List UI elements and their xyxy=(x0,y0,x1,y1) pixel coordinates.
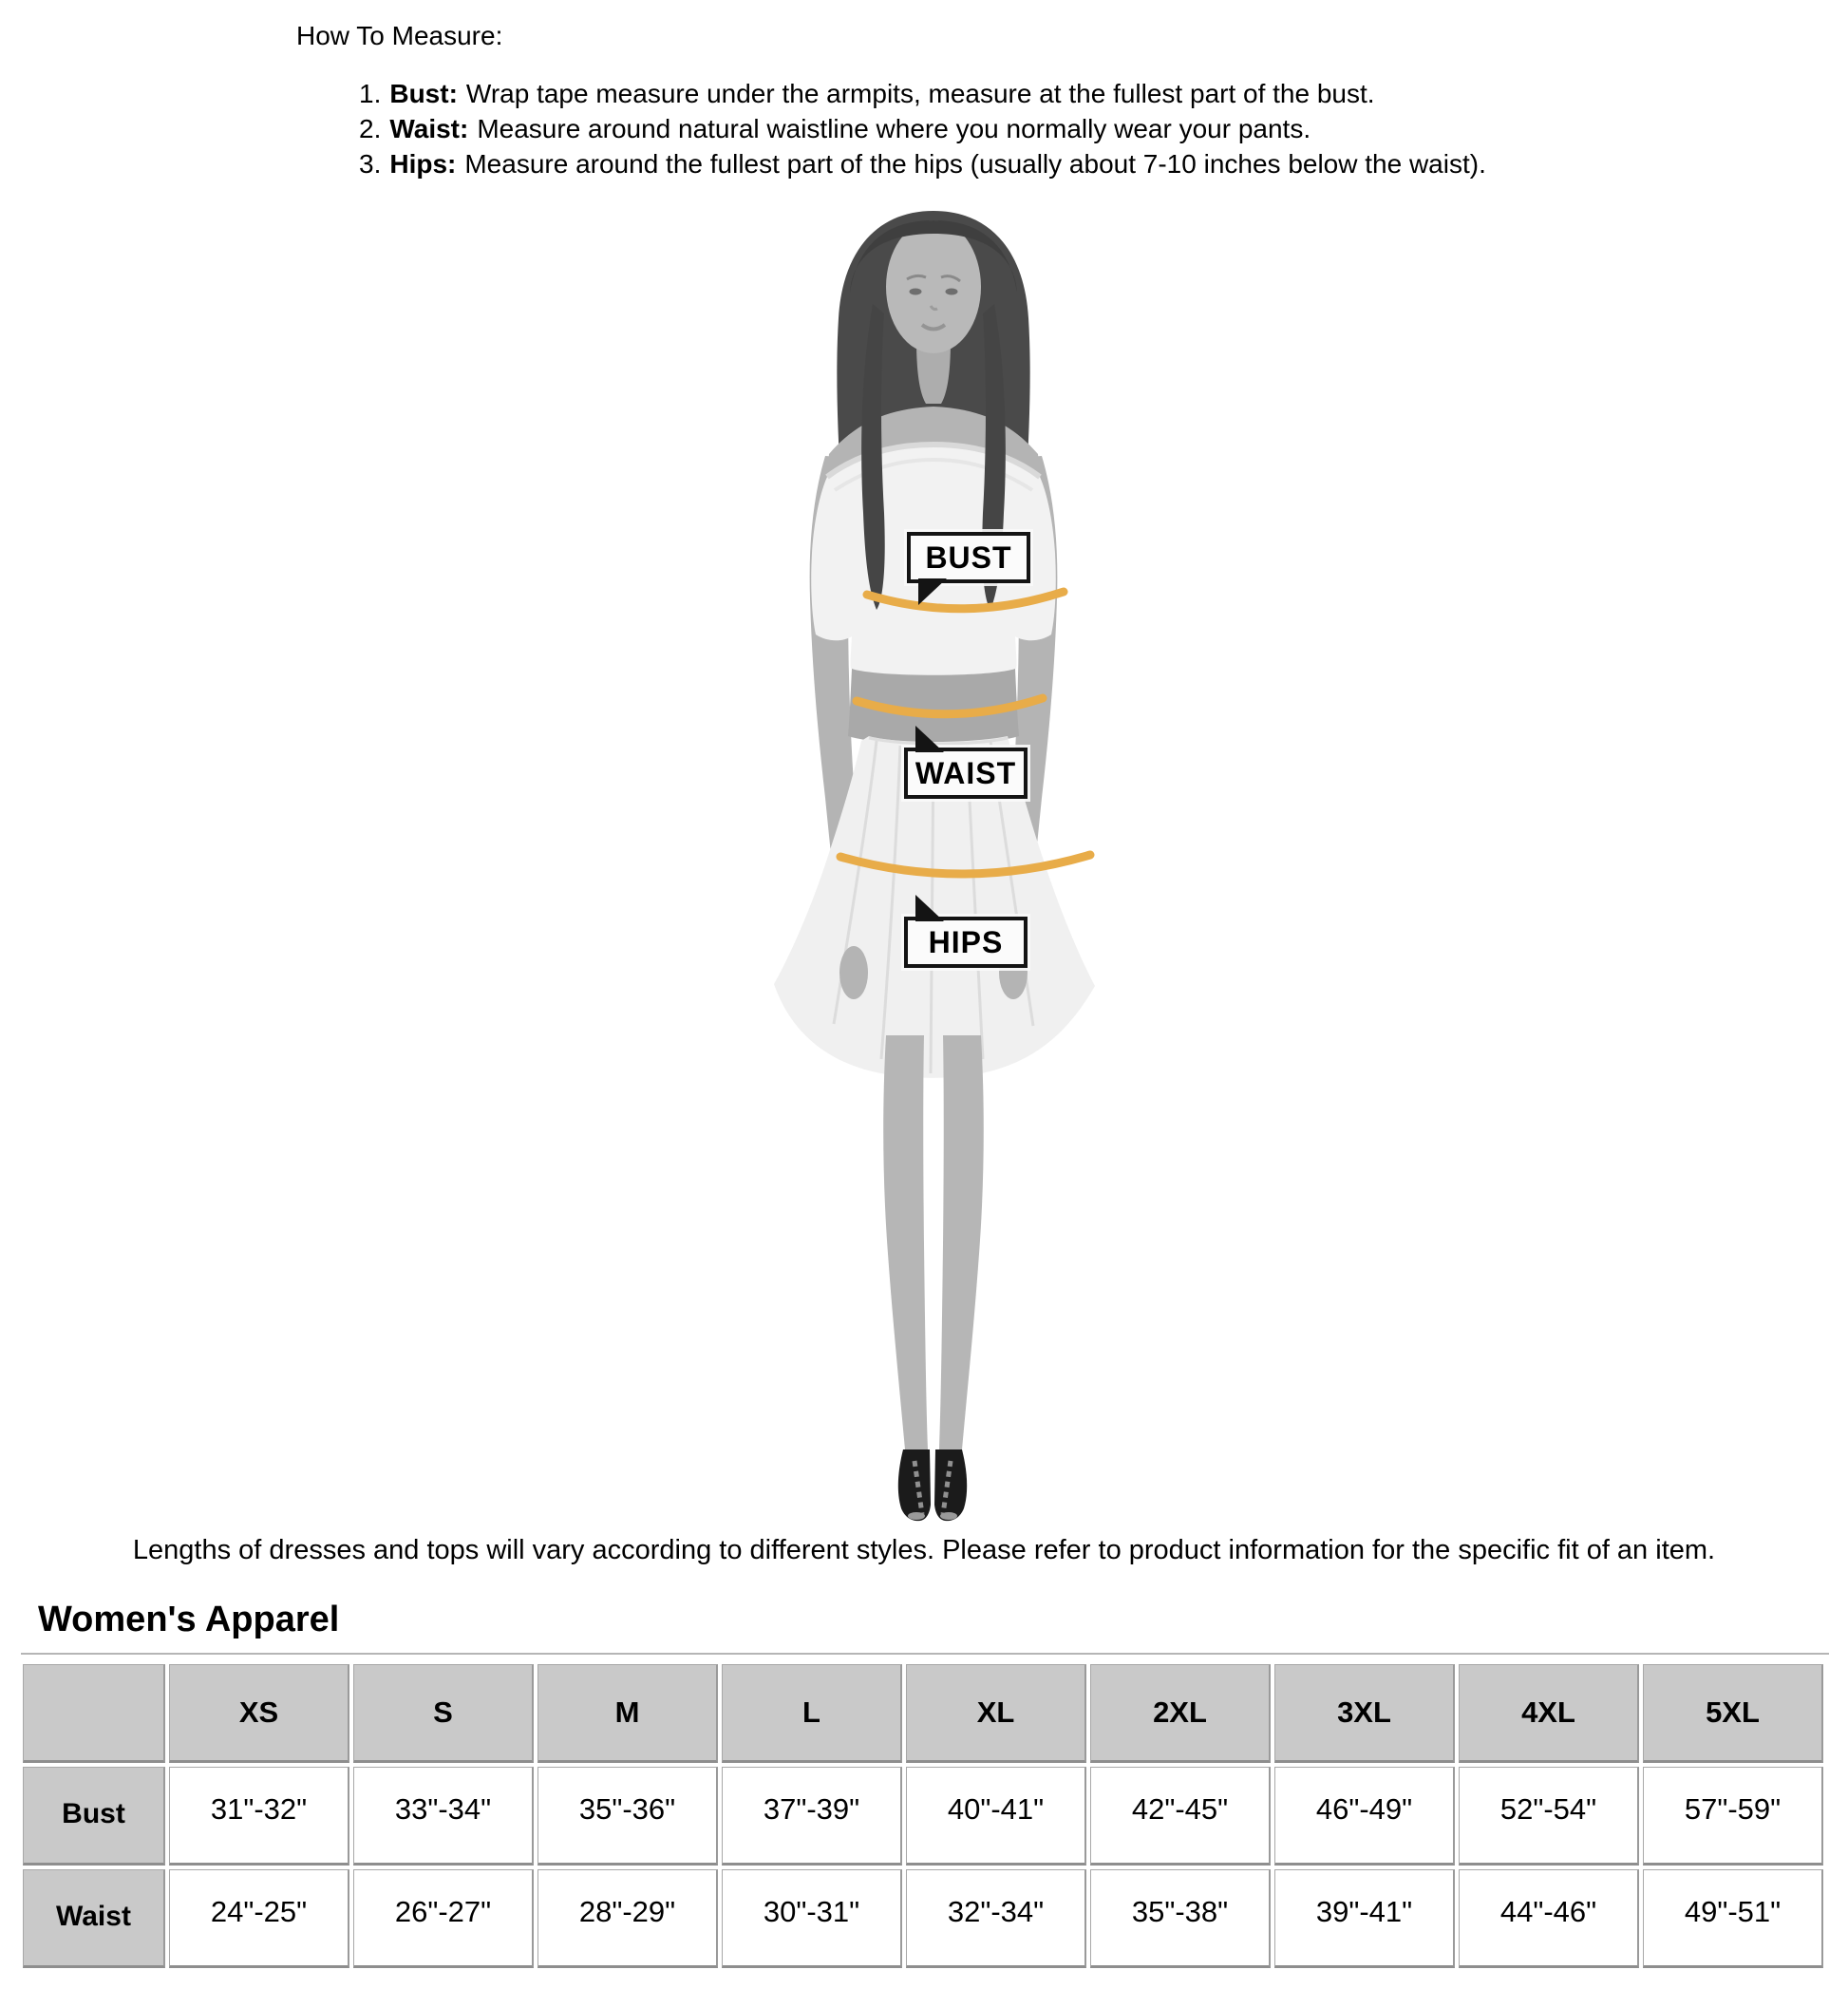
step-number: 3. xyxy=(359,149,382,179)
size-value-cell: 57"-59" xyxy=(1643,1767,1823,1866)
size-col-header-m: M xyxy=(537,1664,718,1763)
how-to-measure-title: How To Measure: xyxy=(296,21,503,50)
size-value-cell: 30"-31" xyxy=(722,1869,902,1968)
hips-tag-pointer-icon xyxy=(915,895,944,921)
size-col-header-2xl: 2XL xyxy=(1090,1664,1271,1763)
size-chart xyxy=(19,1660,1827,1972)
step-label: Waist: xyxy=(389,114,469,143)
measure-row-label: Waist xyxy=(23,1869,165,1968)
size-value-cell: 35"-38" xyxy=(1090,1869,1271,1968)
bust-row xyxy=(23,1767,1823,1866)
face xyxy=(886,220,981,353)
size-value-cell: 42"-45" xyxy=(1090,1767,1271,1866)
size-col-header-3xl: 3XL xyxy=(1274,1664,1455,1763)
step-text: Measure around the fullest part of the hips (usually about 7-10 inches below the waist). xyxy=(464,149,1486,179)
size-value-cell: 33"-34" xyxy=(353,1767,534,1866)
step-label: Hips: xyxy=(389,149,457,179)
size-value-cell: 40"-41" xyxy=(906,1767,1086,1866)
size-header-row xyxy=(23,1664,1823,1763)
measure-step-bust xyxy=(359,76,1486,111)
model-illustration xyxy=(687,199,1161,1539)
size-col-header-l: L xyxy=(722,1664,902,1763)
waist-tag-pointer-icon xyxy=(915,726,944,752)
bust-label-text: BUST xyxy=(925,540,1012,575)
model-photo xyxy=(687,199,1161,1539)
size-value-cell: 26"-27" xyxy=(353,1869,534,1968)
waist-row xyxy=(23,1869,1823,1968)
step-text: Wrap tape measure under the armpits, measure at the fullest part of the bust. xyxy=(465,79,1375,108)
right-shoe xyxy=(934,1449,967,1521)
size-col-header-xs: XS xyxy=(169,1664,349,1763)
left-leg xyxy=(883,1035,928,1449)
size-chart-table xyxy=(19,1660,1827,1972)
size-value-cell: 46"-49" xyxy=(1274,1767,1455,1866)
size-col-header-5xl: 5XL xyxy=(1643,1664,1823,1763)
size-value-cell: 37"-39" xyxy=(722,1767,902,1866)
step-number: 2. xyxy=(359,114,382,143)
size-value-cell: 28"-29" xyxy=(537,1869,718,1968)
right-shoe-toe xyxy=(940,1512,957,1520)
size-value-cell: 24"-25" xyxy=(169,1869,349,1968)
waist-label-text: WAIST xyxy=(915,755,1017,790)
corner-cell xyxy=(23,1664,165,1763)
size-col-header-xl: XL xyxy=(906,1664,1086,1763)
size-col-header-4xl: 4XL xyxy=(1459,1664,1639,1763)
size-value-cell: 39"-41" xyxy=(1274,1869,1455,1968)
bust-tag-pointer-icon xyxy=(918,578,947,605)
size-value-cell: 31"-32" xyxy=(169,1767,349,1866)
fit-note: Lengths of dresses and tops will vary according to different styles. Please refer to product information for the specific fit of an item. xyxy=(132,1535,1716,1565)
size-col-header-s: S xyxy=(353,1664,534,1763)
size-value-cell: 32"-34" xyxy=(906,1869,1086,1968)
waist-label-tag xyxy=(904,748,1028,799)
size-value-cell: 44"-46" xyxy=(1459,1869,1639,1968)
measure-row-label: Bust xyxy=(23,1767,165,1866)
size-value-cell: 35"-36" xyxy=(537,1767,718,1866)
measure-step-hips xyxy=(359,146,1486,181)
size-value-cell: 52"-54" xyxy=(1459,1767,1639,1866)
step-number: 1. xyxy=(359,79,382,108)
size-value-cell: 49"-51" xyxy=(1643,1869,1823,1968)
how-to-measure-steps xyxy=(359,76,1486,181)
measure-step-waist xyxy=(359,111,1486,146)
step-label: Bust: xyxy=(389,79,458,108)
size-chart-title: Women's Apparel xyxy=(38,1600,340,1639)
bust-label-tag xyxy=(907,532,1030,583)
hips-label-tag xyxy=(904,917,1028,968)
left-hand xyxy=(839,946,868,999)
hips-label-text: HIPS xyxy=(928,924,1004,959)
right-leg xyxy=(939,1035,984,1449)
left-shoe-toe xyxy=(908,1512,925,1520)
title-divider xyxy=(21,1653,1829,1655)
left-shoe xyxy=(898,1449,931,1521)
step-text: Measure around natural waistline where you normally wear your pants. xyxy=(477,114,1311,143)
